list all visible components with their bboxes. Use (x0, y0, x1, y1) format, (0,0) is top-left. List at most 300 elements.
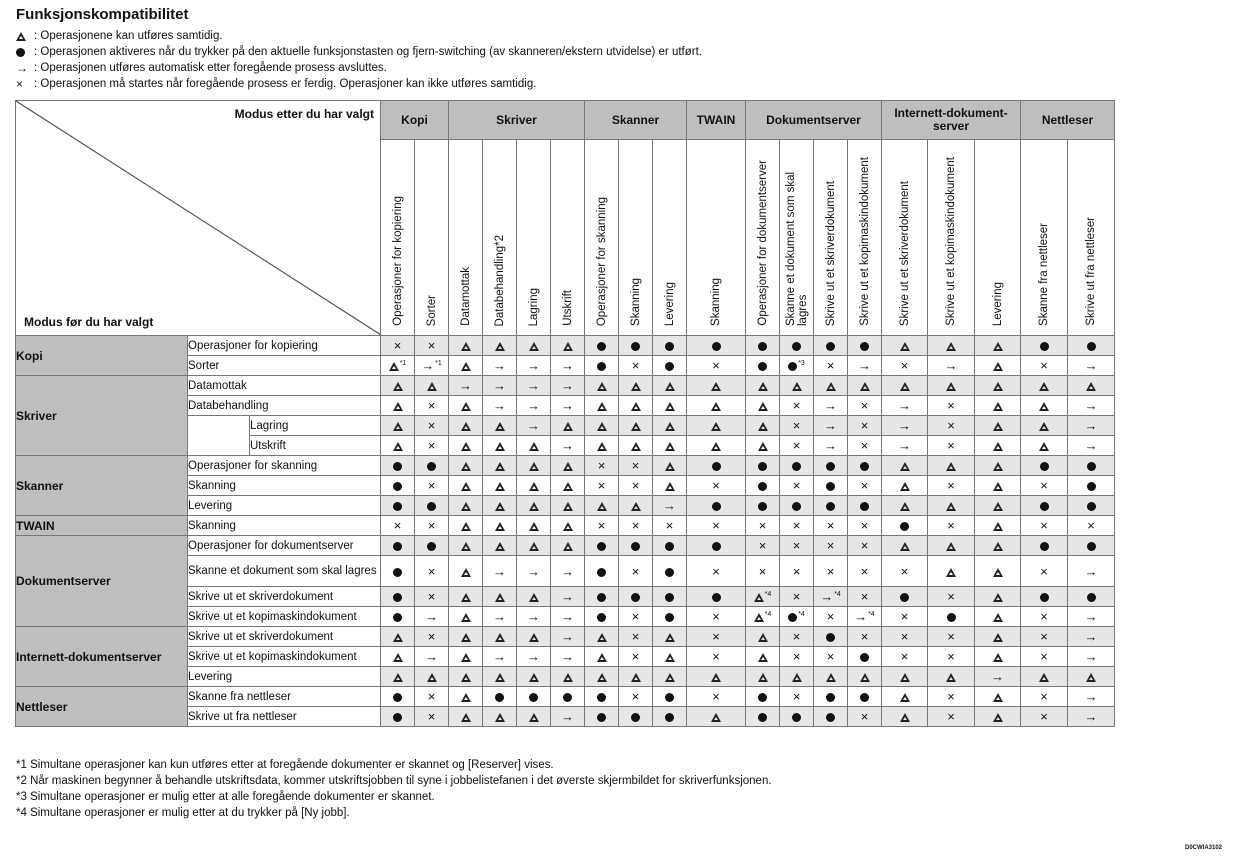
triangle-icon (393, 382, 403, 391)
compat-cell (619, 356, 653, 376)
dot-icon (393, 462, 402, 471)
compat-cell (619, 456, 653, 476)
triangle-icon (597, 442, 607, 451)
column-group-header: Skanner (585, 101, 687, 140)
compat-cell (483, 456, 517, 476)
compat-cell (449, 376, 483, 396)
compat-cell (780, 516, 814, 536)
row-group-header: TWAIN (16, 516, 188, 536)
cross-icon: × (947, 649, 955, 664)
compat-cell (483, 496, 517, 516)
compat-cell (449, 627, 483, 647)
compat-cell (653, 587, 687, 607)
compat-cell (1068, 687, 1115, 707)
cross-icon: × (860, 518, 869, 533)
compat-cell (551, 667, 585, 687)
arrow-icon: → (1084, 649, 1098, 664)
compat-cell (928, 587, 975, 607)
compat-cell (415, 436, 449, 456)
arrow-icon: → (425, 649, 438, 664)
legend-item-triangle (16, 28, 702, 44)
compat-cell (483, 587, 517, 607)
compat-cell (551, 587, 585, 607)
cross-icon: × (597, 518, 606, 533)
triangle-icon (631, 382, 641, 391)
dot-icon (826, 342, 835, 351)
column-header: Skanne fra nettleser (1021, 140, 1068, 336)
compat-cell (975, 496, 1021, 516)
compat-cell (975, 667, 1021, 687)
triangle-icon (993, 613, 1003, 622)
arrow-icon: → (1084, 709, 1098, 724)
row-label: Databehandling (188, 396, 381, 416)
arrow-icon: → (561, 629, 574, 644)
triangle-icon (529, 522, 539, 531)
compat-cell (928, 516, 975, 536)
triangle-icon (946, 542, 956, 551)
compat-cell (585, 356, 619, 376)
compat-cell (585, 496, 619, 516)
arrow-icon: → (459, 378, 472, 393)
dot-icon (788, 613, 797, 622)
dot-icon (665, 362, 674, 371)
dot-icon (860, 693, 869, 702)
row-label: Datamottak (188, 376, 381, 396)
compat-cell (483, 476, 517, 496)
arrow-icon: → (944, 358, 958, 373)
compat-cell (551, 536, 585, 556)
compat-cell (848, 416, 882, 436)
compat-cell (381, 667, 415, 687)
compat-cell (517, 336, 551, 356)
compat-cell (1068, 416, 1115, 436)
dot-icon (712, 593, 721, 602)
column-header: Sorter (415, 140, 449, 336)
compat-cell (848, 536, 882, 556)
triangle-icon (993, 522, 1003, 531)
triangle-icon (631, 422, 641, 431)
compat-cell (415, 707, 449, 727)
arrow-icon: → (425, 609, 438, 624)
triangle-icon (665, 482, 675, 491)
triangle-icon (758, 673, 768, 682)
row-label: Skanning (188, 516, 381, 536)
compat-cell (653, 536, 687, 556)
dot-icon (1087, 502, 1096, 511)
dot-icon (665, 613, 674, 622)
triangle-icon (461, 568, 471, 577)
column-header: Operasjoner for dokumentserver (746, 140, 780, 336)
cross-icon: × (947, 629, 955, 644)
dot-icon (1040, 542, 1049, 551)
compat-cell (687, 416, 746, 436)
triangle-icon (563, 502, 573, 511)
compatibility-table (15, 100, 1115, 727)
compat-cell (928, 476, 975, 496)
compat-cell (687, 536, 746, 556)
triangle-icon (563, 342, 573, 351)
compat-cell (814, 627, 848, 647)
triangle-icon (393, 653, 403, 662)
triangle-icon (495, 593, 505, 602)
arrow-icon: → (1084, 438, 1098, 453)
cross-icon: × (947, 709, 955, 724)
compat-cell (687, 436, 746, 456)
dot-icon (393, 482, 402, 491)
column-group-header: TWAIN (687, 101, 746, 140)
arrow-icon: → (1084, 563, 1098, 579)
cross-icon: × (16, 77, 24, 91)
row-group-header: Internett-dokumentserver (16, 627, 188, 687)
compat-cell (1021, 516, 1068, 536)
compat-cell (1021, 436, 1068, 456)
triangle-icon (665, 633, 675, 642)
triangle-icon (461, 633, 471, 642)
compat-cell (449, 336, 483, 356)
cross-icon: × (792, 538, 801, 553)
triangle-icon (495, 673, 505, 682)
compat-cell (551, 436, 585, 456)
compat-cell (975, 687, 1021, 707)
compat-cell (746, 556, 780, 587)
triangle-icon (563, 462, 573, 471)
compat-cell (1068, 587, 1115, 607)
arrow-icon: → (1084, 609, 1098, 624)
compat-cell (746, 456, 780, 476)
dot-icon (393, 613, 402, 622)
arrow-icon: → (898, 438, 911, 453)
triangle-icon (631, 673, 641, 682)
triangle-icon (792, 673, 802, 682)
compat-cell (483, 396, 517, 416)
compat-cell (517, 516, 551, 536)
triangle-icon (665, 402, 675, 411)
cross-icon: × (1040, 649, 1048, 664)
cross-icon: × (826, 563, 835, 579)
triangle-icon (495, 482, 505, 491)
arrow-icon: → (561, 609, 574, 624)
arrow-icon: → (421, 358, 435, 373)
triangle-icon (461, 653, 471, 662)
compat-cell (415, 627, 449, 647)
cross-icon: × (860, 538, 869, 553)
triangle-icon (495, 522, 505, 531)
compat-cell (687, 556, 746, 587)
triangle-icon (826, 673, 836, 682)
compat-cell (928, 376, 975, 396)
dot-icon (665, 342, 674, 351)
compat-cell (585, 687, 619, 707)
arrow-icon: → (561, 438, 574, 453)
compat-cell (585, 416, 619, 436)
cross-icon: × (860, 709, 869, 724)
cross-icon: × (427, 518, 436, 533)
legend-text: : Operasjonen aktiveres når du trykker på den aktuelle funksjonstasten og fjern-switching (av skanneren/ekstern utvidelse) er utført. (34, 46, 702, 58)
triangle-icon (946, 342, 956, 351)
dot-icon (792, 713, 801, 722)
cross-icon: × (1040, 689, 1048, 704)
compat-cell (928, 436, 975, 456)
arrow-icon: → (858, 358, 871, 373)
triangle-icon (900, 693, 910, 702)
triangle-icon (993, 462, 1003, 471)
column-group-header: Internett-dokument-server (882, 101, 1021, 140)
triangle-icon (993, 342, 1003, 351)
triangle-icon (946, 462, 956, 471)
cross-icon: × (631, 358, 640, 373)
dot-icon (631, 593, 640, 602)
cross-icon: × (792, 649, 801, 664)
cross-icon: × (1040, 518, 1048, 533)
compat-cell (1021, 396, 1068, 416)
arrow-icon: → (991, 669, 1004, 684)
triangle-icon (900, 382, 910, 391)
compat-cell (1021, 336, 1068, 356)
triangle-icon (597, 633, 607, 642)
compat-cell (551, 416, 585, 436)
dot-icon (1087, 542, 1096, 551)
triangle-icon (529, 542, 539, 551)
compat-cell (449, 587, 483, 607)
compat-cell (585, 536, 619, 556)
arrow-icon: → (561, 709, 574, 724)
triangle-icon (495, 542, 505, 551)
dot-icon (792, 502, 801, 511)
compat-cell (415, 607, 449, 627)
triangle-icon (495, 422, 505, 431)
cross-icon: × (1040, 358, 1048, 373)
compat-cell (1068, 476, 1115, 496)
compat-cell (848, 496, 882, 516)
triangle-icon (393, 633, 403, 642)
compat-cell (1068, 667, 1115, 687)
compat-cell (653, 707, 687, 727)
triangle-icon (631, 402, 641, 411)
cross-icon: × (900, 358, 909, 373)
compat-cell (585, 647, 619, 667)
compat-cell (848, 356, 882, 376)
triangle-icon (993, 362, 1003, 371)
triangle-icon (665, 462, 675, 471)
triangle-icon (495, 713, 505, 722)
compat-cell (780, 376, 814, 396)
triangle-icon (529, 502, 539, 511)
triangle-icon (711, 713, 721, 722)
arrow-icon: → (493, 563, 506, 579)
compat-cell (415, 376, 449, 396)
compat-cell (381, 627, 415, 647)
cross-icon: × (631, 563, 640, 579)
cross-icon: × (393, 338, 402, 353)
cross-icon: × (792, 629, 801, 644)
compat-cell (619, 376, 653, 396)
compat-cell (928, 687, 975, 707)
cross-icon: × (427, 709, 436, 724)
compat-cell (381, 536, 415, 556)
compat-cell (381, 356, 415, 376)
dot-icon (665, 542, 674, 551)
compat-cell (780, 607, 814, 627)
dot-icon (1087, 342, 1096, 351)
cross-icon: × (631, 458, 640, 473)
triangle-icon (993, 593, 1003, 602)
compat-cell (653, 607, 687, 627)
compat-cell (975, 336, 1021, 356)
compat-cell (814, 396, 848, 416)
compat-cell (780, 647, 814, 667)
column-header: Levering (975, 140, 1021, 336)
dot-icon (631, 342, 640, 351)
dot-icon (393, 713, 402, 722)
compat-cell (381, 336, 415, 356)
cross-icon: × (792, 563, 801, 579)
cross-icon: × (665, 518, 674, 533)
triangle-icon (529, 342, 539, 351)
compat-cell (687, 647, 746, 667)
row-group-header: Dokumentserver (16, 536, 188, 627)
compat-cell (780, 667, 814, 687)
dot-icon (792, 462, 801, 471)
column-header: Skrive ut et skriverdokument (882, 140, 928, 336)
triangle-icon (563, 522, 573, 531)
cross-icon: × (758, 538, 767, 553)
compat-cell (517, 647, 551, 667)
triangle-icon (900, 342, 910, 351)
triangle-icon (1086, 382, 1096, 391)
compat-cell (1068, 556, 1115, 587)
compat-cell (585, 627, 619, 647)
compat-cell (746, 536, 780, 556)
compat-cell (585, 556, 619, 587)
dot-icon (758, 693, 767, 702)
compat-cell (619, 336, 653, 356)
compat-cell (814, 376, 848, 396)
compat-cell (1021, 356, 1068, 376)
triangle-icon (393, 402, 403, 411)
triangle-icon (529, 482, 539, 491)
column-header: Skanning (619, 140, 653, 336)
compat-cell (415, 687, 449, 707)
dot-icon (631, 713, 640, 722)
compat-cell (517, 607, 551, 627)
legend-item-dot (16, 44, 702, 60)
cross-icon: × (427, 478, 436, 493)
compat-cell (619, 587, 653, 607)
dot-icon (1087, 462, 1096, 471)
triangle-icon (758, 633, 768, 642)
compat-cell (619, 647, 653, 667)
compat-cell (449, 396, 483, 416)
dot-icon (758, 342, 767, 351)
compat-cell (381, 607, 415, 627)
compat-cell (687, 496, 746, 516)
compat-cell (1068, 516, 1115, 536)
cross-icon: × (900, 563, 909, 579)
compat-cell (882, 336, 928, 356)
compat-cell (687, 336, 746, 356)
compat-cell (780, 336, 814, 356)
compat-cell (1021, 667, 1068, 687)
compat-cell (381, 376, 415, 396)
triangle-icon (461, 542, 471, 551)
cross-icon: × (712, 478, 720, 493)
cross-icon: × (597, 458, 606, 473)
arrow-icon: → (1084, 689, 1098, 704)
compat-cell (975, 476, 1021, 496)
dot-icon (665, 693, 674, 702)
column-header: Utskrift (551, 140, 585, 336)
table-row (16, 516, 1115, 536)
cross-icon: × (427, 589, 436, 604)
cross-icon: × (792, 589, 801, 604)
cross-icon: × (947, 589, 955, 604)
row-group-header: Skriver (16, 376, 188, 456)
compat-cell (1068, 607, 1115, 627)
footnote-1: *1 Simultane operasjoner kan kun utføres etter at foregående dokumenter er skannet og [Reserver] vises. (16, 759, 554, 771)
cross-icon: × (1040, 609, 1048, 624)
triangle-icon (711, 442, 721, 451)
compat-cell (551, 687, 585, 707)
triangle-icon (563, 482, 573, 491)
table-row (16, 336, 1115, 356)
compat-cell (746, 356, 780, 376)
dot-icon (597, 593, 606, 602)
compat-cell (381, 556, 415, 587)
dot-icon (1040, 342, 1049, 351)
compat-cell (687, 356, 746, 376)
compat-cell (780, 556, 814, 587)
compat-cell (653, 456, 687, 476)
dot-icon (597, 342, 606, 351)
triangle-icon (563, 673, 573, 682)
compat-cell (687, 516, 746, 536)
triangle-icon (711, 422, 721, 431)
cross-icon: × (792, 518, 801, 533)
dot-icon (427, 502, 436, 511)
compat-cell (848, 687, 882, 707)
arrow-icon: → (527, 418, 540, 433)
dot-icon (792, 342, 801, 351)
compat-cell (483, 647, 517, 667)
compat-cell (653, 436, 687, 456)
compat-cell (449, 436, 483, 456)
compat-cell (975, 556, 1021, 587)
compat-cell (1021, 456, 1068, 476)
compat-cell (551, 516, 585, 536)
compat-cell (746, 516, 780, 536)
compat-cell (415, 647, 449, 667)
triangle-icon (529, 593, 539, 602)
indent-spacer (188, 416, 250, 456)
arrow-icon: → (824, 418, 837, 433)
compat-cell (882, 456, 928, 476)
arrow-icon: → (493, 358, 506, 373)
triangle-icon (1039, 402, 1049, 411)
row-label: Lagring (250, 416, 381, 436)
footnote-2: *2 Når maskinen begynner å behandle utskriftsdata, kommer utskriftsjobben til syne i jobbelistefanen i det øverste skjermbildet for skriverfunksjonen. (16, 775, 772, 787)
compat-cell (381, 436, 415, 456)
table-row (16, 536, 1115, 556)
row-group-header: Kopi (16, 336, 188, 376)
triangle-icon (597, 402, 607, 411)
compat-cell (619, 607, 653, 627)
compat-cell (780, 687, 814, 707)
compat-cell (619, 667, 653, 687)
arrow-icon: → (561, 589, 574, 604)
compat-cell (653, 376, 687, 396)
compat-cell (814, 416, 848, 436)
compat-cell (653, 516, 687, 536)
